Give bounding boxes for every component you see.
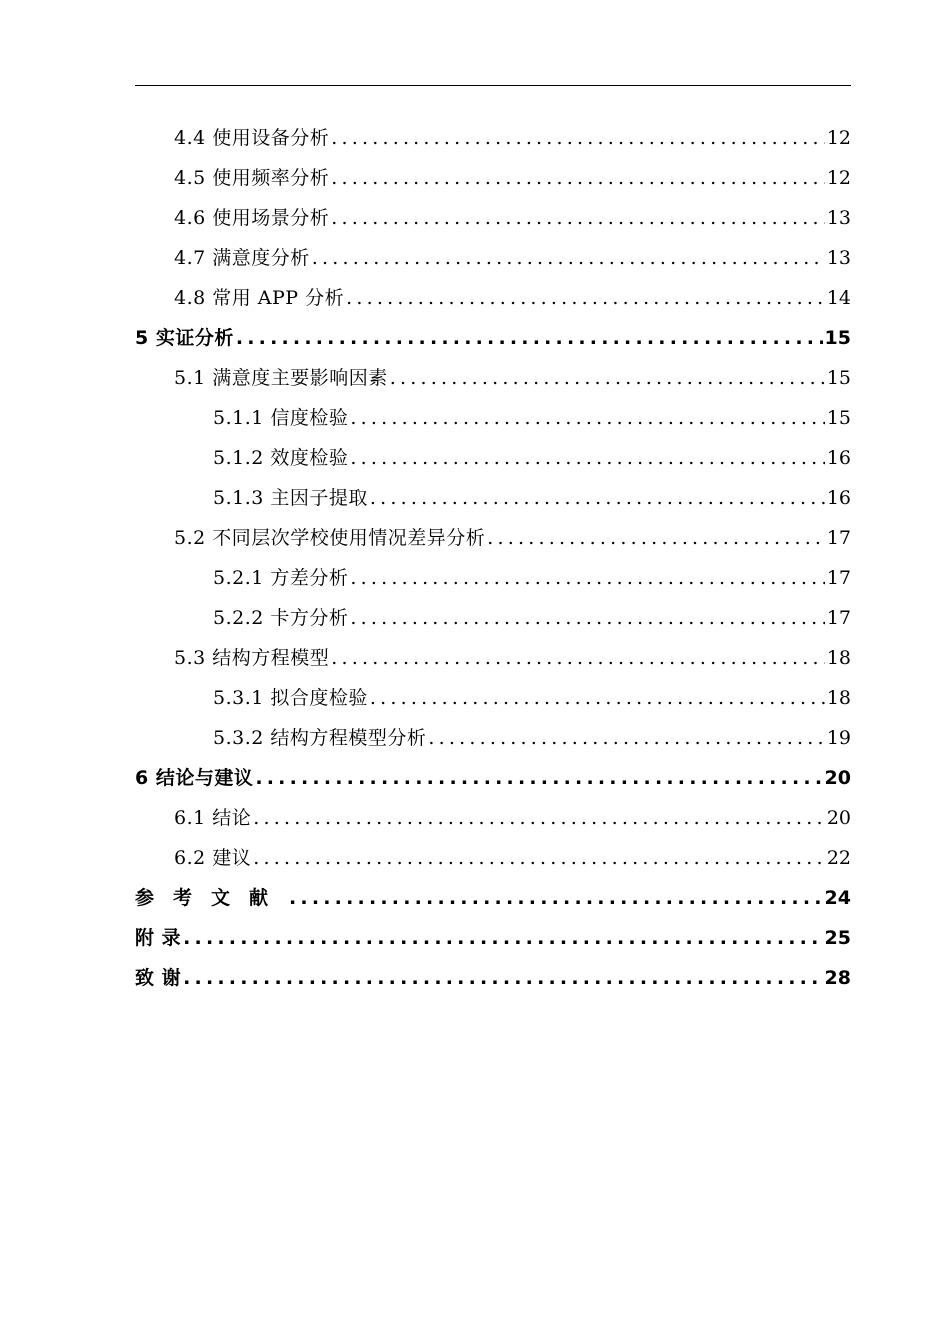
toc-leader-dots (331, 647, 825, 669)
toc-entry-title: 致 谢 (135, 967, 182, 989)
toc-entry-page: 13 (826, 247, 851, 269)
toc-leader-dots (331, 127, 825, 149)
toc-entry[interactable] (135, 357, 851, 397)
toc-entry-title: 5.2.1 方差分析 (213, 567, 349, 589)
toc-leader-dots (350, 407, 824, 429)
toc-chapter-entry-references[interactable] (135, 877, 851, 917)
toc-entry-page: 20 (826, 807, 851, 829)
toc-leader-dots (390, 367, 825, 389)
toc-entry-page: 12 (826, 167, 851, 189)
toc-leader-dots (289, 887, 823, 909)
toc-entry-title: 5.1.2 效度检验 (213, 447, 349, 469)
toc-entry-title: 5 实证分析 (135, 327, 234, 349)
toc-leader-dots (350, 567, 824, 589)
toc-leader-dots (253, 807, 825, 829)
toc-entry-page: 17 (826, 527, 851, 549)
toc-entry-page: 13 (826, 207, 851, 229)
toc-entry-page: 15 (826, 407, 851, 429)
toc-subentry[interactable] (135, 597, 851, 637)
toc-entry[interactable] (135, 117, 851, 157)
toc-entry[interactable] (135, 157, 851, 197)
toc-entry-page: 18 (826, 687, 851, 709)
toc-entry-title: 参考文献 (135, 887, 288, 909)
toc-leader-dots (350, 447, 824, 469)
toc-leader-dots (236, 327, 823, 349)
toc-entry[interactable] (135, 197, 851, 237)
toc-entry-page: 24 (824, 887, 851, 909)
toc-entry[interactable] (135, 837, 851, 877)
toc-entry-title: 4.6 使用场景分析 (174, 207, 330, 229)
toc-entry[interactable] (135, 237, 851, 277)
toc-entry-title: 4.4 使用设备分析 (174, 127, 330, 149)
toc-entry-page: 14 (826, 287, 851, 309)
toc-leader-dots (255, 767, 822, 789)
toc-chapter-entry[interactable] (135, 317, 851, 357)
toc-entry-title: 5.3.1 拟合度检验 (213, 687, 368, 709)
toc-leader-dots (253, 847, 825, 869)
toc-entry-title: 5.1.3 主因子提取 (213, 487, 368, 509)
toc-entry-title: 4.5 使用频率分析 (174, 167, 330, 189)
toc-chapter-entry-appendix[interactable] (135, 917, 851, 957)
toc-entry[interactable] (135, 517, 851, 557)
toc-chapter-entry[interactable] (135, 757, 851, 797)
toc-entry-page: 19 (826, 727, 851, 749)
toc-leader-dots (370, 687, 825, 709)
toc-entry-title: 5.2 不同层次学校使用情况差异分析 (174, 527, 486, 549)
toc-subentry[interactable] (135, 437, 851, 477)
toc-subentry[interactable] (135, 397, 851, 437)
toc-entry-page: 25 (824, 927, 851, 949)
toc-leader-dots (331, 167, 825, 189)
toc-subentry[interactable] (135, 557, 851, 597)
toc-subentry[interactable] (135, 717, 851, 757)
toc-entry[interactable] (135, 797, 851, 837)
toc-entry-page: 17 (826, 607, 851, 629)
toc-entry-title: 6 结论与建议 (135, 767, 254, 789)
toc-entry-title: 4.8 常用 APP 分析 (174, 287, 345, 309)
toc-entry-page: 16 (826, 487, 851, 509)
toc-chapter-entry-acknowledgements[interactable] (135, 957, 851, 997)
toc-leader-dots (183, 927, 822, 949)
toc-entry-page: 20 (824, 767, 851, 789)
toc-leader-dots (487, 527, 825, 549)
toc-entry-page: 22 (826, 847, 851, 869)
toc-entry-page: 28 (824, 967, 851, 989)
toc-entry-title: 5.1 满意度主要影响因素 (174, 367, 388, 389)
toc-entry-page: 18 (826, 647, 851, 669)
toc-entry-page: 16 (826, 447, 851, 469)
toc-entry-page: 17 (826, 567, 851, 589)
toc-entry-title: 6.1 结论 (174, 807, 252, 829)
toc-leader-dots (370, 487, 825, 509)
table-of-contents (135, 117, 851, 997)
toc-leader-dots (183, 967, 822, 989)
toc-leader-dots (346, 287, 825, 309)
toc-subentry[interactable] (135, 677, 851, 717)
toc-entry-title: 4.7 满意度分析 (174, 247, 310, 269)
toc-entry-title: 5.3.2 结构方程模型分析 (213, 727, 427, 749)
toc-entry-title: 附 录 (135, 927, 182, 949)
toc-entry-title: 5.3 结构方程模型 (174, 647, 330, 669)
header-rule (135, 85, 851, 86)
toc-entry[interactable] (135, 637, 851, 677)
toc-leader-dots (331, 207, 825, 229)
toc-subentry[interactable] (135, 477, 851, 517)
toc-entry-title: 5.2.2 卡方分析 (213, 607, 349, 629)
toc-entry-title: 6.2 建议 (174, 847, 252, 869)
toc-entry-page: 15 (826, 367, 851, 389)
toc-leader-dots (428, 727, 824, 749)
toc-leader-dots (350, 607, 824, 629)
toc-leader-dots (312, 247, 825, 269)
toc-entry-page: 15 (824, 327, 851, 349)
toc-entry[interactable] (135, 277, 851, 317)
toc-entry-page: 12 (826, 127, 851, 149)
toc-entry-title: 5.1.1 信度检验 (213, 407, 349, 429)
